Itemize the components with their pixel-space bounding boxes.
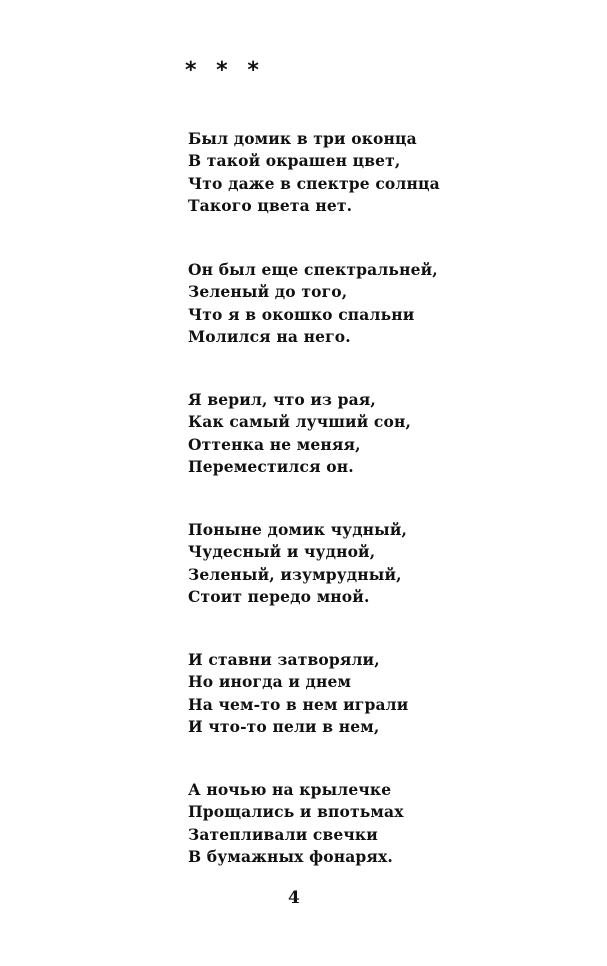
poem-line: Молился на него. xyxy=(188,326,351,346)
poem-line: И что-то пели в нем, xyxy=(188,716,380,736)
poem-line: Что я в окошко спальни xyxy=(188,304,415,324)
poem-line: На чем-то в нем играли xyxy=(188,694,409,714)
poem-line: Зеленый до того, xyxy=(188,282,348,302)
poem-line: Стоит передо мной. xyxy=(188,586,370,606)
page-number: 4 xyxy=(288,888,300,908)
poem-line: Что даже в спектре солнца xyxy=(188,173,440,193)
stanza-5 xyxy=(188,649,488,738)
poem-line: Переместился он. xyxy=(188,456,354,476)
stanza-6 xyxy=(188,779,488,868)
poem-line: Он был еще спектральней, xyxy=(188,260,438,279)
poem-line: Оттенка не меняя, xyxy=(188,434,361,454)
stanza-3 xyxy=(188,389,488,478)
stanza-1 xyxy=(188,128,488,217)
poem-line: Чудесный и чудной, xyxy=(188,542,376,562)
poem-line: Такого цвета нет. xyxy=(188,195,353,215)
poem-line: Затепливали свечки xyxy=(188,824,378,844)
poem-line: Зеленый, изумрудный, xyxy=(188,564,402,584)
poem-line: Я верил, что из рая, xyxy=(188,390,376,409)
poem-line: Поныне домик чудный, xyxy=(188,520,408,539)
poem-line: И ставни затворяли, xyxy=(188,650,380,669)
stanza-4 xyxy=(188,519,488,608)
poem-line: А ночью на крылечке xyxy=(188,780,392,799)
poem-line: В такой окрашен цвет, xyxy=(188,151,401,171)
poem-line: Но иногда и днем xyxy=(188,672,352,692)
poem-line: В бумажных фонарях. xyxy=(188,846,393,866)
stanza-2 xyxy=(188,259,488,348)
poem-line: Прощались и впотьмах xyxy=(188,802,404,822)
section-asterisks: * * * xyxy=(185,58,265,83)
poem-line: Был домик в три оконца xyxy=(188,129,417,148)
poem-line: Как самый лучший сон, xyxy=(188,412,412,432)
